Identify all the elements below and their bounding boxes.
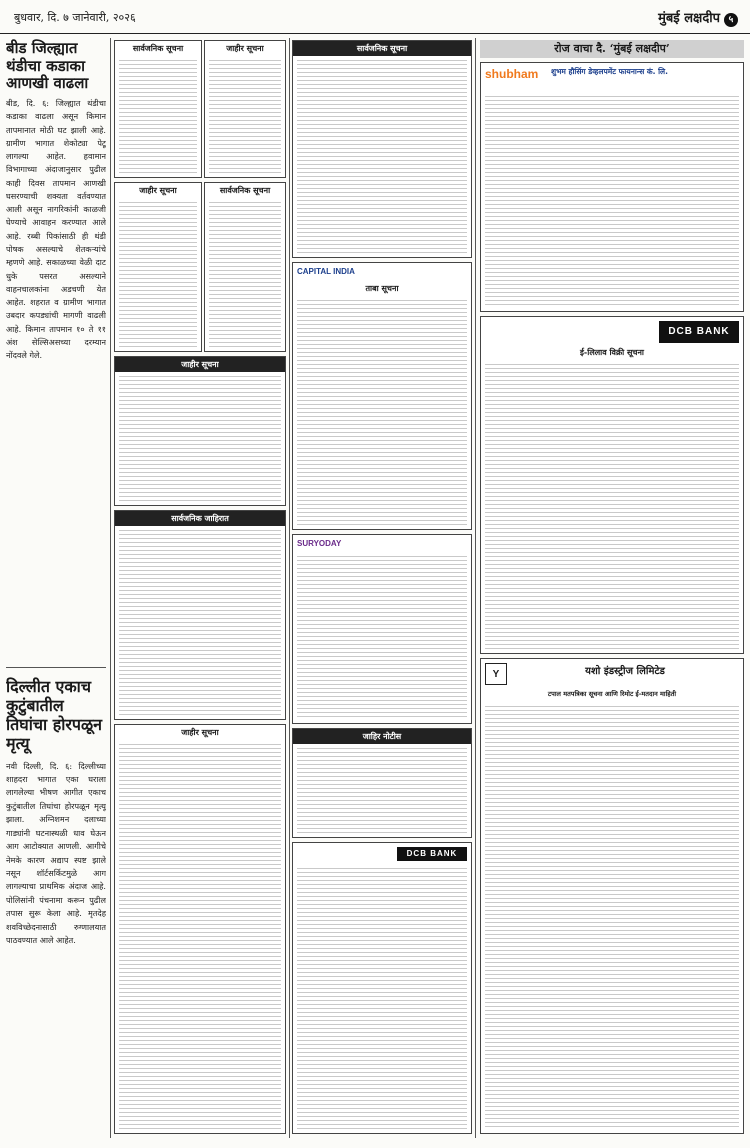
news-body-delhi: नवी दिल्ली, दि. ६: दिल्लीच्या शाहदरा भागात एका घराला लागलेल्या भीषण आगीत एकाच कुटुंबातील तिघांचा होरपळून मृत्यू झाला. अग्निशमन दलाच्या गाड्यांनी घटनास्थळी धाव घेऊन आग आटोक्यात आणली. आगीचे नेमके कारण अद्याप स्पष्ट झाले नसून शॉर्टसर्किटमुळे आग लागल्याचा प्राथमिक अंदाज आहे. पोलिसांनी पंचनामा करून पुढील तपास सुरू केला आहे. मृतदेह शवविच्छेदनासाठी रुग्णालयात पाठवण्यात आले आहेत.: [6, 760, 106, 946]
newspaper-name: [658, 8, 738, 27]
notice-text: [119, 527, 281, 715]
notice-box: [204, 40, 286, 178]
notice-title: सार्वजनिक सूचना: [132, 43, 184, 53]
notice-box: [114, 510, 286, 720]
column-rule: [289, 38, 290, 1138]
yasho-notice: [480, 658, 744, 1134]
notice-text: [209, 57, 281, 173]
dcb-bank-logo: DCB BANK: [397, 847, 467, 861]
notice-title: सार्वजनिक सूचना: [219, 185, 271, 195]
notice-box: [292, 728, 472, 838]
notice-text: [297, 297, 467, 525]
notice-title: सार्वजनिक जाहिरात: [115, 511, 285, 526]
notice-box: [114, 724, 286, 1134]
notice-text: [297, 57, 467, 253]
roj-vacha-banner: रोज वाचा दै. ‘मुंबई लक्षदीप’: [480, 40, 744, 58]
notice-text: [485, 703, 739, 1129]
notice-text: [297, 553, 467, 719]
notice-box: [292, 40, 472, 258]
shubham-company-name: शुभम हौसिंग डेव्हलपमेंट फायनान्स कं. लि.: [551, 67, 668, 76]
shubham-notice: [480, 62, 744, 312]
notice-box: [292, 262, 472, 530]
column-rule: [475, 38, 476, 1138]
notice-text: [119, 373, 281, 501]
capital-india-logo: CAPITAL INDIA: [297, 267, 355, 276]
notice-text: [119, 741, 281, 1129]
notice-text: [119, 199, 197, 347]
news-headline-beed: बीड जिल्ह्यात थंडीचा कडाका आणखी वाढला: [6, 39, 89, 93]
shubham-logo: shubham: [485, 67, 539, 81]
dcb-auction-notice: [480, 316, 744, 654]
yasho-logo-icon: Y: [485, 663, 507, 685]
notice-text: [297, 745, 467, 833]
yasho-subtitle: टपाल मतपत्रिका सूचना आणि रिमोट ई-मतदान माहिती: [547, 690, 677, 698]
notice-box: [114, 40, 202, 178]
dcb-bank-logo: DCB BANK: [659, 321, 739, 343]
yasho-company-name: यशो इंडस्ट्रीज लिमिटेड: [585, 666, 665, 677]
notice-box: [204, 182, 286, 352]
suryoday-logo: SURYODAY: [297, 539, 342, 548]
notice-title: जाहीर सूचना: [181, 727, 219, 737]
notice-title: जाहीर सूचना: [115, 357, 285, 372]
notice-title: सार्वजनिक सूचना: [293, 41, 471, 56]
notice-text: [485, 361, 739, 649]
notice-title: जाहिर नोटीस: [293, 729, 471, 744]
paper-title: मुंबई लक्षदीप: [658, 11, 720, 26]
notice-text: [297, 865, 467, 1129]
news-column: [6, 38, 106, 1138]
page-number: ५: [724, 13, 738, 27]
divider: [6, 667, 106, 668]
news-body-beed: बीड, दि. ६: जिल्ह्यात थंडीचा कडाका वाढला असून किमान तापमानात मोठी घट झाली आहे. ग्रामीण भागात शेकोट्या पेटू लागल्या आहेत. हवामान विभागाच्या अंदाजानुसार पुढील काही दिवस तापमान आणखी घसरण्याची शक्यता वर्तवण्यात आली असून नागरिकांनी काळजी घेण्याचे आवाहन करण्यात आले आहे. रब्बी पिकांसाठी ही थंडी पोषक असल्याचे शेतकऱ्यांचे म्हणणे आहे. सकाळच्या वेळी दाट धुके पसरत असल्याने वाहनचालकांना अडचणी येत आहेत. शहरात व ग्रामीण भागात उबदार कपड्यांची मागणी वाढली आहे. किमान तापमान १० ते ११ अंश सेल्सिअसच्या दरम्यान नोंदवले गेले.: [6, 98, 106, 361]
notice-box: [114, 356, 286, 506]
notice-title: ई-लिलाव विक्री सूचना: [580, 347, 644, 357]
notice-text: [119, 57, 197, 173]
notice-box: [292, 534, 472, 724]
issue-date: बुधवार, दि. ७ जानेवारी, २०२६: [14, 11, 136, 24]
notice-text: [485, 93, 739, 307]
notice-box: [292, 842, 472, 1134]
notice-title: जाहीर सूचना: [226, 43, 264, 53]
page-header: [0, 0, 750, 34]
notice-title: ताबा सूचना: [365, 283, 399, 293]
notice-title: जाहीर सूचना: [139, 185, 177, 195]
column-rule: [110, 38, 111, 1138]
notice-box: [114, 182, 202, 352]
notice-text: [209, 199, 281, 347]
news-headline-delhi: दिल्लीत एकाच कुटुंबातील तिघांचा होरपळून मृत्यू: [6, 677, 103, 753]
